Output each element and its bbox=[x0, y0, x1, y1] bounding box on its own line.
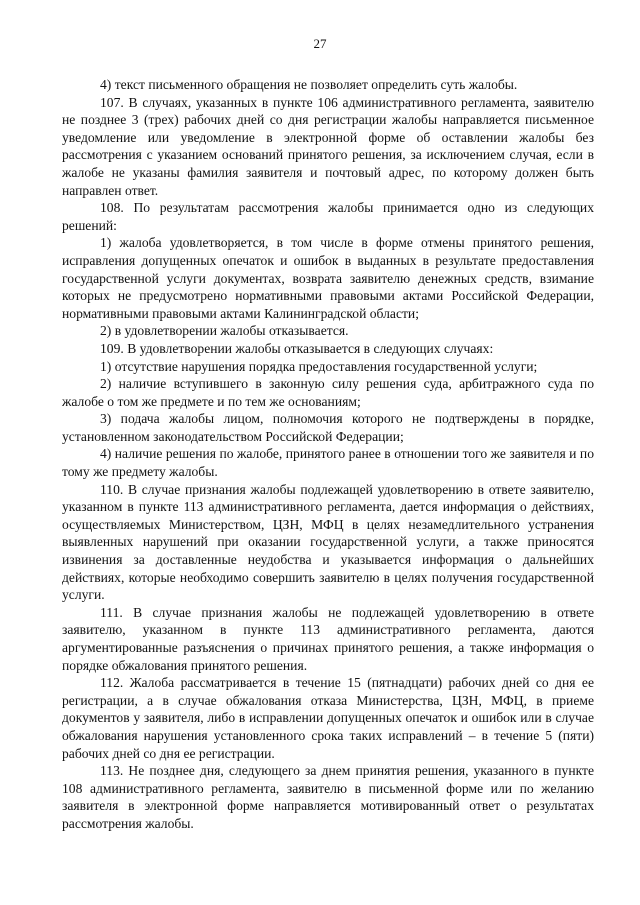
paragraph-108-item-1: 1) жалоба удовлетворяется, в том числе в форме отмены принятого решения, исправления допущенных опечаток и ошибок в выданных в результате предоставления государственной услуги документах, возврата заявителю денежных средств, взимание которых не предусмотрено нормативными правовыми актами Российской Федерации, нормативными правовыми актами Калининградской области; bbox=[62, 235, 594, 321]
paragraph-110: 110. В случае признания жалобы подлежащей удовлетворению в ответе заявителю, указанном в пункте 113 административного регламента, дается информация о действиях, осуществляемых Министерством, ЦЗН, МФЦ в целях незамедлительного устранения выявленных нарушений при оказании государственной услуги, а также приносятся извинения за доставленные неудобства и указывается информация о дальнейших действиях, которые необходимо совершить заявителю в целях получения государственной услуги. bbox=[62, 481, 594, 603]
paragraph-111: 111. В случае признания жалобы не подлежащей удовлетворению в ответе заявителю, указанном в пункте 113 административного регламента, даются аргументированные разъяснения о причинах принятого решения, а также информация о порядке обжалования принятого решения. bbox=[62, 604, 594, 673]
paragraph-113: 113. Не позднее дня, следующего за днем принятия решения, указанного в пункте 108 административного регламента, заявителю в письменной форме или по желанию заявителя в электронной форме направляется мотивированный ответ о результатах рассмотрения жалобы. bbox=[62, 763, 594, 831]
paragraph-108-item-2: 2) в удовлетворении жалобы отказывается. bbox=[100, 323, 349, 339]
document-body bbox=[62, 76, 594, 833]
page-number: 27 bbox=[313, 36, 327, 51]
paragraph-107: 107. В случаях, указанных в пункте 106 административного регламента, заявителю не позднее 3 (трех) рабочих дней со дня регистрации жалобы направляется письменное уведомление или уведомление в электронной форме об оставлении жалобы без рассмотрения с указанием оснований принятого решения, за исключением случая, если в жалобе не указаны фамилия заявителя и почтовый адрес, по которому должен быть направлен ответ. bbox=[62, 94, 594, 198]
paragraph-109-item-2: 2) наличие вступившего в законную силу решения суда, арбитражного суда по жалобе о том же предмете и по тем же основаниям; bbox=[62, 376, 594, 409]
paragraph-item-4-text-not-clear: 4) текст письменного обращения не позволяет определить суть жалобы. bbox=[100, 77, 518, 92]
paragraph-109: 109. В удовлетворении жалобы отказывается в следующих случаях: bbox=[100, 340, 494, 356]
paragraph-108: 108. По результатам рассмотрения жалобы принимается одно из следующих решений: bbox=[62, 200, 594, 233]
paragraph-112: 112. Жалоба рассматривается в течение 15 (пятнадцати) рабочих дней со дня ее регистрации, а в случае обжалования отказа Министерства, ЦЗН, МФЦ, в приеме документов у заявителя, либо в исправлении допущенных опечаток и ошибок или в случае обжалования нарушения установленного срока таких исправлений – в течение 5 (пяти) рабочих дней со дня ее регистрации. bbox=[62, 675, 594, 761]
paragraph-109-item-4: 4) наличие решения по жалобе, принятого ранее в отношении того же заявителя и по тому же предмету жалобы. bbox=[62, 446, 594, 480]
paragraph-109-item-3: 3) подача жалобы лицом, полномочия которого не подтверждены в порядке, установленном законодательством Российской Федерации; bbox=[62, 411, 594, 444]
paragraph-109-item-1: 1) отсутствие нарушения порядка предоставления государственной услуги; bbox=[100, 358, 538, 374]
